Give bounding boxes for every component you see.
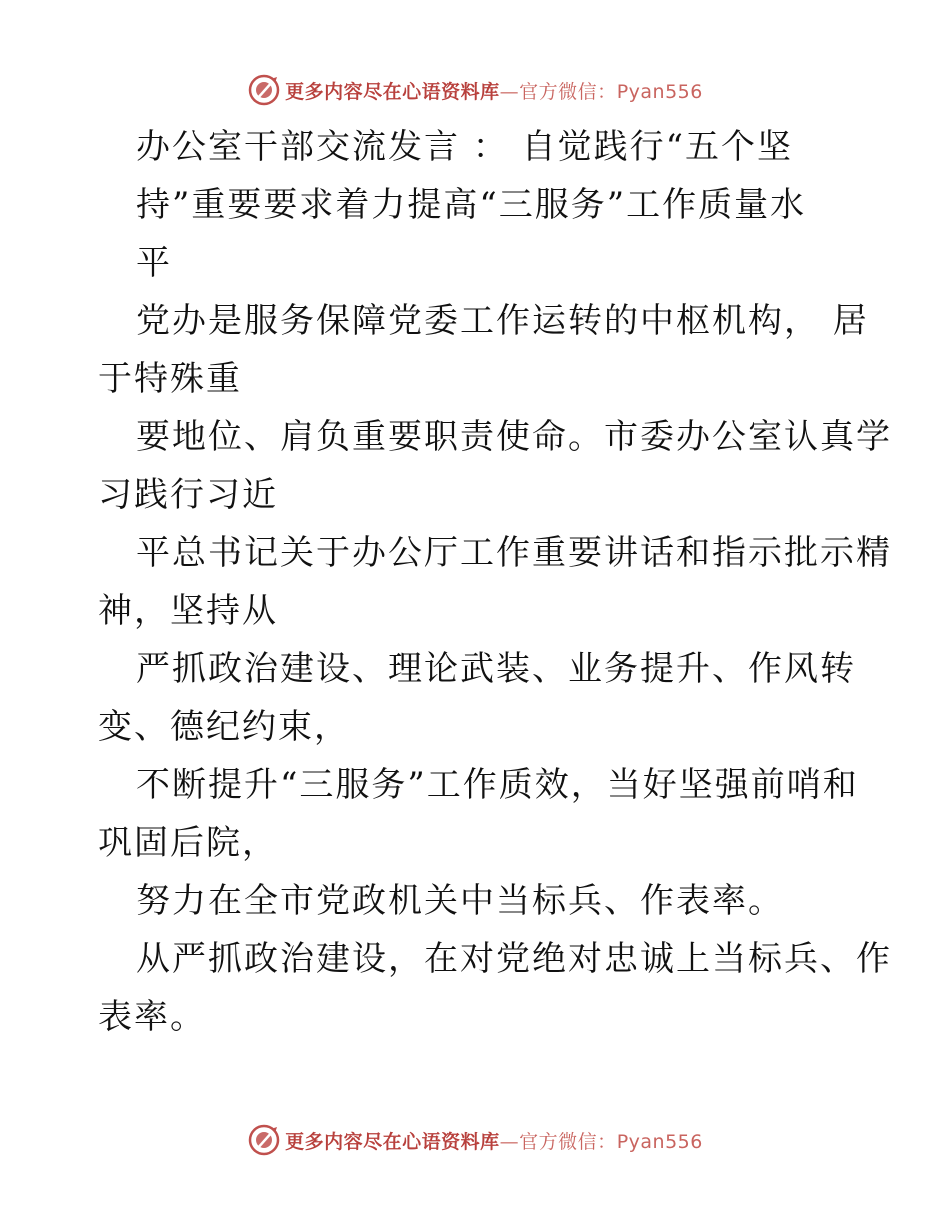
paragraph-line: 努力在全市党政机关中当标兵、作表率。 [136, 881, 784, 921]
title-line-1: 办公室干部交流发言 ： 自觉践行“五个坚 [136, 127, 793, 167]
title-line-2: 持”重要要求着力提高“三服务”工作质量水 [136, 185, 807, 225]
paragraph-line: 于特殊重 [98, 359, 242, 399]
paragraph-line: 表率。 [98, 997, 206, 1037]
watermark-wechat-id: Pyan556 [616, 80, 703, 103]
watermark-wechat-label: 官方微信： [519, 80, 617, 103]
footer-watermark [0, 1120, 950, 1160]
title-line-3: 平 [136, 243, 172, 283]
watermark-site-name: 更多内容尽在心语资料库 [285, 1130, 500, 1153]
paragraph-line: 习践行习近 [98, 475, 278, 515]
header-watermark-text [285, 77, 703, 104]
paragraph-line: 严抓政治建设、理论武装、业务提升、作风转 [136, 649, 856, 689]
paragraph-line: 党办是服务保障党委工作运转的中枢机构， 居 [136, 301, 869, 341]
header-watermark [0, 70, 950, 110]
logo-icon [247, 73, 281, 107]
document-body [98, 118, 892, 1046]
paragraph-line: 从严抓政治建设，在对党绝对忠诚上当标兵、作 [136, 939, 892, 979]
footer-watermark-text [285, 1127, 703, 1154]
watermark-dash: — [499, 80, 520, 103]
paragraph-line: 平总书记关于办公厅工作重要讲话和指示批示精 [136, 533, 892, 573]
watermark-wechat-id: Pyan556 [616, 1130, 703, 1153]
paragraph-line: 要地位、肩负重要职责使命。市委办公室认真学 [136, 417, 892, 457]
watermark-dash: — [499, 1130, 520, 1153]
paragraph-line: 不断提升“三服务”工作质效，当好坚强前哨和 [136, 765, 859, 805]
paragraph-line: 巩固后院， [98, 823, 278, 863]
watermark-wechat-label: 官方微信： [519, 1130, 617, 1153]
watermark-site-name: 更多内容尽在心语资料库 [285, 80, 500, 103]
paragraph-line: 神，坚持从 [98, 591, 278, 631]
logo-icon [247, 1123, 281, 1157]
paragraph-line: 变、德纪约束， [98, 707, 350, 747]
